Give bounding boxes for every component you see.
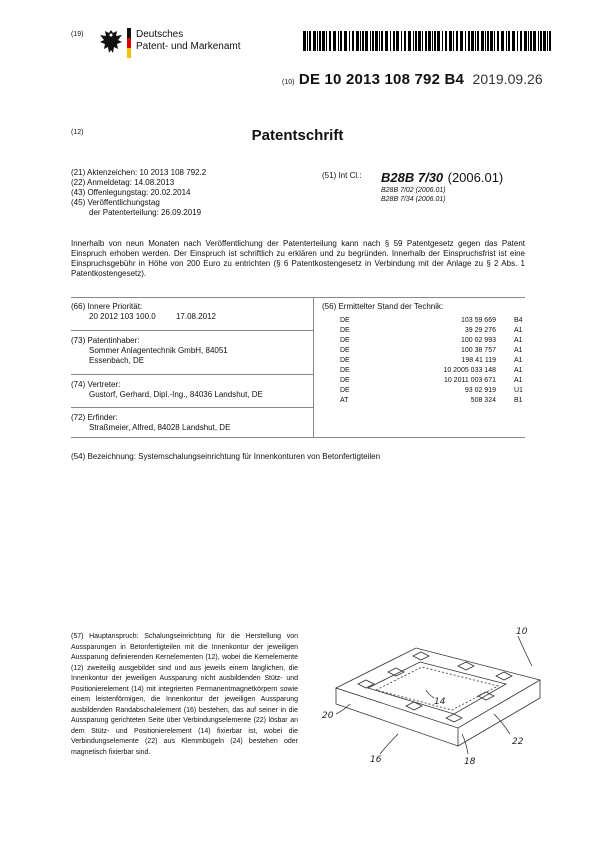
barcode-bar bbox=[390, 31, 391, 51]
ipc-label: (51) Int Cl.: bbox=[322, 171, 362, 180]
barcode-bar bbox=[425, 31, 427, 51]
section-rule bbox=[71, 330, 313, 331]
owner-label: (73) Patentinhaber: bbox=[71, 336, 140, 345]
barcode-bar bbox=[333, 31, 336, 51]
barcode-bar bbox=[307, 31, 308, 51]
barcode-bar bbox=[524, 31, 527, 51]
owner-line: Essenbach, DE bbox=[89, 356, 145, 365]
barcode-bar bbox=[360, 31, 361, 51]
prior-art-kind: A1 bbox=[514, 327, 523, 334]
barcode-bar bbox=[344, 31, 347, 51]
figure-label: 18 bbox=[464, 757, 476, 767]
inid-code-10: (10) bbox=[282, 79, 295, 86]
inid-code-12: (12) bbox=[71, 129, 84, 136]
agent-line: Gustorf, Gerhard, Dipl.-Ing., 84036 Landshut, DE bbox=[89, 390, 263, 399]
barcode-bar bbox=[385, 31, 388, 51]
barcode-bar bbox=[413, 31, 414, 51]
barcode-bar bbox=[477, 31, 479, 51]
agent-block bbox=[71, 380, 307, 400]
ipc-sub-classes bbox=[381, 186, 446, 204]
owner-block bbox=[71, 336, 307, 366]
ipc-main-code: B28B 7/30 bbox=[381, 170, 444, 185]
prior-art-number: 100 02 993 bbox=[460, 337, 496, 344]
inventor-label: (72) Erfinder: bbox=[71, 413, 118, 422]
barcode-bar bbox=[309, 31, 311, 51]
barcode-bar bbox=[393, 31, 395, 51]
barcode-bar bbox=[528, 31, 529, 51]
document-type-title: Patentschrift bbox=[251, 127, 344, 144]
prior-art-number: 10 2005 033 148 bbox=[443, 367, 496, 374]
barcode-bar bbox=[415, 31, 417, 51]
barcode-bar bbox=[432, 31, 433, 51]
barcode-bar bbox=[530, 31, 532, 51]
leader-10 bbox=[518, 636, 532, 666]
figure-label: 16 bbox=[370, 755, 382, 765]
barcode-bar bbox=[475, 31, 476, 51]
inventor-block bbox=[71, 413, 307, 433]
barcode-bar bbox=[487, 31, 489, 51]
barcode-bar bbox=[372, 31, 374, 51]
barcode-bar bbox=[437, 31, 440, 51]
barcode-bar bbox=[370, 31, 371, 51]
main-claim: (57) Hauptanspruch: Schalungseinrichtung für die Herstellung von Aussparungen in Betonfertigteilen mit die Innenkontur der jeweiligen Aussparung definierenden Kernelementen (12), wobei die Kernelemente (12) zweiteilig ausgebildet sind und aus jeweils einem länglichen, die Innenkontur der jeweiligen Aussparung nicht ausbildenden Stütz- und Positionierelement (14) mit integrierten Permanentmagnetkörpern sowie einem leistenförmigen, die Innenkontur der jeweiligen Aussparung ausbildenden Randabschalelement (16) bestehen, das auf seiner in die Aussparung gerichteten Seite über Verbindungselemente (22) lösbar an dem Stütz- und Positionierelement (14) fixierbar ist, wobei die Verbindungselemente (22) aus Klemmbügeln (24) bestehen oder magnetisch fixierbar sind. bbox=[71, 633, 298, 756]
table-top-rule bbox=[71, 297, 525, 298]
section-rule bbox=[71, 407, 313, 408]
barcode-bar bbox=[449, 31, 452, 51]
barcode-bar bbox=[349, 31, 350, 51]
leader-18 bbox=[462, 734, 468, 754]
barcode-bar bbox=[538, 31, 539, 51]
barcode-bar bbox=[506, 31, 507, 51]
inventor-line: Straßmeier, Alfred, 84028 Landshut, DE bbox=[89, 423, 231, 432]
prior-art-number: 508 324 bbox=[470, 397, 496, 404]
prior-art-number: 198 41 119 bbox=[461, 357, 496, 364]
prior-art-table bbox=[340, 316, 526, 406]
prior-art-number: 100 38 757 bbox=[460, 347, 496, 354]
table-column-divider bbox=[313, 297, 314, 437]
figure-label: 14 bbox=[434, 697, 446, 707]
barcode-bar bbox=[442, 31, 443, 51]
prior-art-number: 93 02 919 bbox=[464, 387, 496, 394]
barcode-bar bbox=[501, 31, 504, 51]
barcode-bar bbox=[362, 31, 364, 51]
barcode-bar bbox=[313, 31, 316, 51]
prior-art-country: DE bbox=[340, 337, 350, 344]
patent-office-name: Deutsches Patent- und Markenamt bbox=[136, 29, 241, 52]
barcode-bar bbox=[365, 31, 368, 51]
prior-art-number: 10 2011 003 671 bbox=[443, 377, 496, 384]
figure-label: 22 bbox=[512, 737, 524, 747]
barcode-bar bbox=[517, 31, 518, 51]
barcode-bar bbox=[418, 31, 421, 51]
figure-label: 10 bbox=[516, 627, 528, 637]
grant-publication-date: der Patenterteilung: 26.09.2019 bbox=[89, 208, 202, 217]
barcode-bar bbox=[303, 31, 306, 51]
barcode-bar bbox=[434, 31, 436, 51]
barcode-bar bbox=[356, 31, 359, 51]
barcode-bar bbox=[375, 31, 378, 51]
inid-code-19: (19) bbox=[71, 31, 84, 38]
barcode-bar bbox=[319, 31, 321, 51]
barcode-bar bbox=[460, 31, 463, 51]
barcode-bar bbox=[540, 31, 542, 51]
barcode-bar bbox=[471, 31, 474, 51]
prior-art-country: DE bbox=[340, 387, 350, 394]
priority-block bbox=[71, 302, 307, 322]
federal-eagle-icon bbox=[98, 27, 124, 57]
barcode-bar bbox=[512, 31, 515, 51]
flag-stripe-red bbox=[127, 38, 131, 48]
bibliographic-data bbox=[71, 168, 206, 218]
barcode-bar bbox=[508, 31, 510, 51]
barcode-bar bbox=[401, 31, 402, 51]
prior-art-country: DE bbox=[340, 317, 350, 324]
barcode-bar bbox=[340, 31, 342, 51]
barcode-bar bbox=[456, 31, 458, 51]
flag-stripe-gold bbox=[127, 48, 131, 58]
publication-date: (43) Offenlegungstag: 20.02.2014 bbox=[71, 188, 191, 197]
barcode-bar bbox=[404, 31, 406, 51]
barcode-bar bbox=[379, 31, 380, 51]
ipc-sub-class: B28B 7/02 (2006.01) bbox=[381, 187, 446, 194]
owner-line: Sommer Anlagentechnik GmbH, 84051 bbox=[89, 346, 228, 355]
priority-number: 20 2012 103 100.0 bbox=[89, 312, 156, 321]
leader-20 bbox=[336, 704, 350, 714]
barcode-bar bbox=[468, 31, 470, 51]
section-rule bbox=[71, 374, 313, 375]
prior-art-country: DE bbox=[340, 367, 350, 374]
barcode-bar bbox=[520, 31, 522, 51]
barcode-bar bbox=[465, 31, 466, 51]
barcode-bar bbox=[543, 31, 546, 51]
prior-art-country: DE bbox=[340, 357, 350, 364]
prior-art-kind: A1 bbox=[514, 347, 523, 354]
leader-14 bbox=[426, 690, 434, 698]
designation: (54) Bezeichnung: Systemschalungseinrichtung für Innenkonturen von Betonfertigteilen bbox=[71, 452, 381, 461]
filing-date: (22) Anmeldetag: 14.08.2013 bbox=[71, 178, 175, 187]
prior-art-kind: A1 bbox=[514, 367, 523, 374]
document-number: DE 10 2013 108 792 B4 bbox=[298, 71, 465, 88]
document-date: 2019.09.26 bbox=[472, 71, 543, 87]
barcode-bar bbox=[326, 31, 327, 51]
barcode-bar bbox=[490, 31, 493, 51]
barcode-bar bbox=[317, 31, 318, 51]
barcode-bar bbox=[497, 31, 499, 51]
ipc-main bbox=[381, 169, 503, 187]
barcode-bar bbox=[352, 31, 354, 51]
prior-art-country: DE bbox=[340, 377, 350, 384]
barcode bbox=[303, 31, 551, 51]
ipc-sub-class: B28B 7/34 (2006.01) bbox=[381, 196, 446, 203]
prior-art-number: 103 59 669 bbox=[460, 317, 496, 324]
barcode-bar bbox=[338, 31, 339, 51]
prior-art-kind: A1 bbox=[514, 357, 523, 364]
barcode-bar bbox=[329, 31, 331, 51]
barcode-bar bbox=[422, 31, 423, 51]
ipc-main-year: (2006.01) bbox=[447, 170, 504, 185]
document-id-line bbox=[282, 71, 543, 89]
barcode-bar bbox=[549, 31, 551, 51]
leader-16 bbox=[380, 734, 398, 754]
prior-art-number: 39 29 276 bbox=[464, 327, 496, 334]
prior-art-country: DE bbox=[340, 327, 350, 334]
prior-art-kind: U1 bbox=[514, 387, 523, 394]
prior-art-kind: A1 bbox=[514, 337, 523, 344]
barcode-bar bbox=[533, 31, 536, 51]
prior-art-kind: B1 bbox=[514, 397, 523, 404]
barcode-bar bbox=[453, 31, 454, 51]
patent-figure bbox=[318, 618, 553, 768]
prior-art-country: AT bbox=[340, 397, 349, 404]
barcode-bar bbox=[396, 31, 399, 51]
barcode-bar bbox=[408, 31, 411, 51]
barcode-bar bbox=[485, 31, 486, 51]
agent-label: (74) Vertreter: bbox=[71, 380, 121, 389]
barcode-bar bbox=[481, 31, 484, 51]
barcode-bar bbox=[322, 31, 325, 51]
priority-date: 17.08.2012 bbox=[175, 312, 217, 321]
flag-stripe-black bbox=[127, 28, 131, 38]
prior-art-country: DE bbox=[340, 347, 350, 354]
table-bottom-rule bbox=[71, 437, 525, 438]
barcode-bar bbox=[381, 31, 383, 51]
barcode-bar bbox=[428, 31, 431, 51]
prior-art-kind: A1 bbox=[514, 377, 523, 384]
application-number: (21) Aktenzeichen: 10 2013 108 792.2 bbox=[71, 168, 207, 177]
priority-label: (66) Innere Priorität: bbox=[71, 302, 143, 311]
grant-publication-label: (45) Veröffentlichungstag bbox=[71, 198, 160, 207]
prior-art-label: (56) Ermittelter Stand der Technik: bbox=[322, 302, 444, 311]
barcode-bar bbox=[547, 31, 548, 51]
prior-art-kind: B4 bbox=[514, 317, 523, 324]
opposition-notice: Innerhalb von neun Monaten nach Veröffentlichung der Patenterteilung kann nach § 59 Patentgesetz gegen das Patent Einspruch erhoben werden. Der Einspruch ist schriftlich zu erklären und zu begründen. Innerhalb der Einspruchsfrist ist eine Einspruchsgebühr in Höhe von 200 Euro zu entrichten (§ 6 Patentkostengesetz in Verbindung mit der Anlage zu § 2 Abs. 1 Patentkostengesetz). bbox=[71, 239, 525, 278]
barcode-bar bbox=[445, 31, 447, 51]
outer-frame-side bbox=[458, 680, 540, 746]
barcode-bar bbox=[494, 31, 495, 51]
figure-label: 20 bbox=[322, 711, 334, 721]
